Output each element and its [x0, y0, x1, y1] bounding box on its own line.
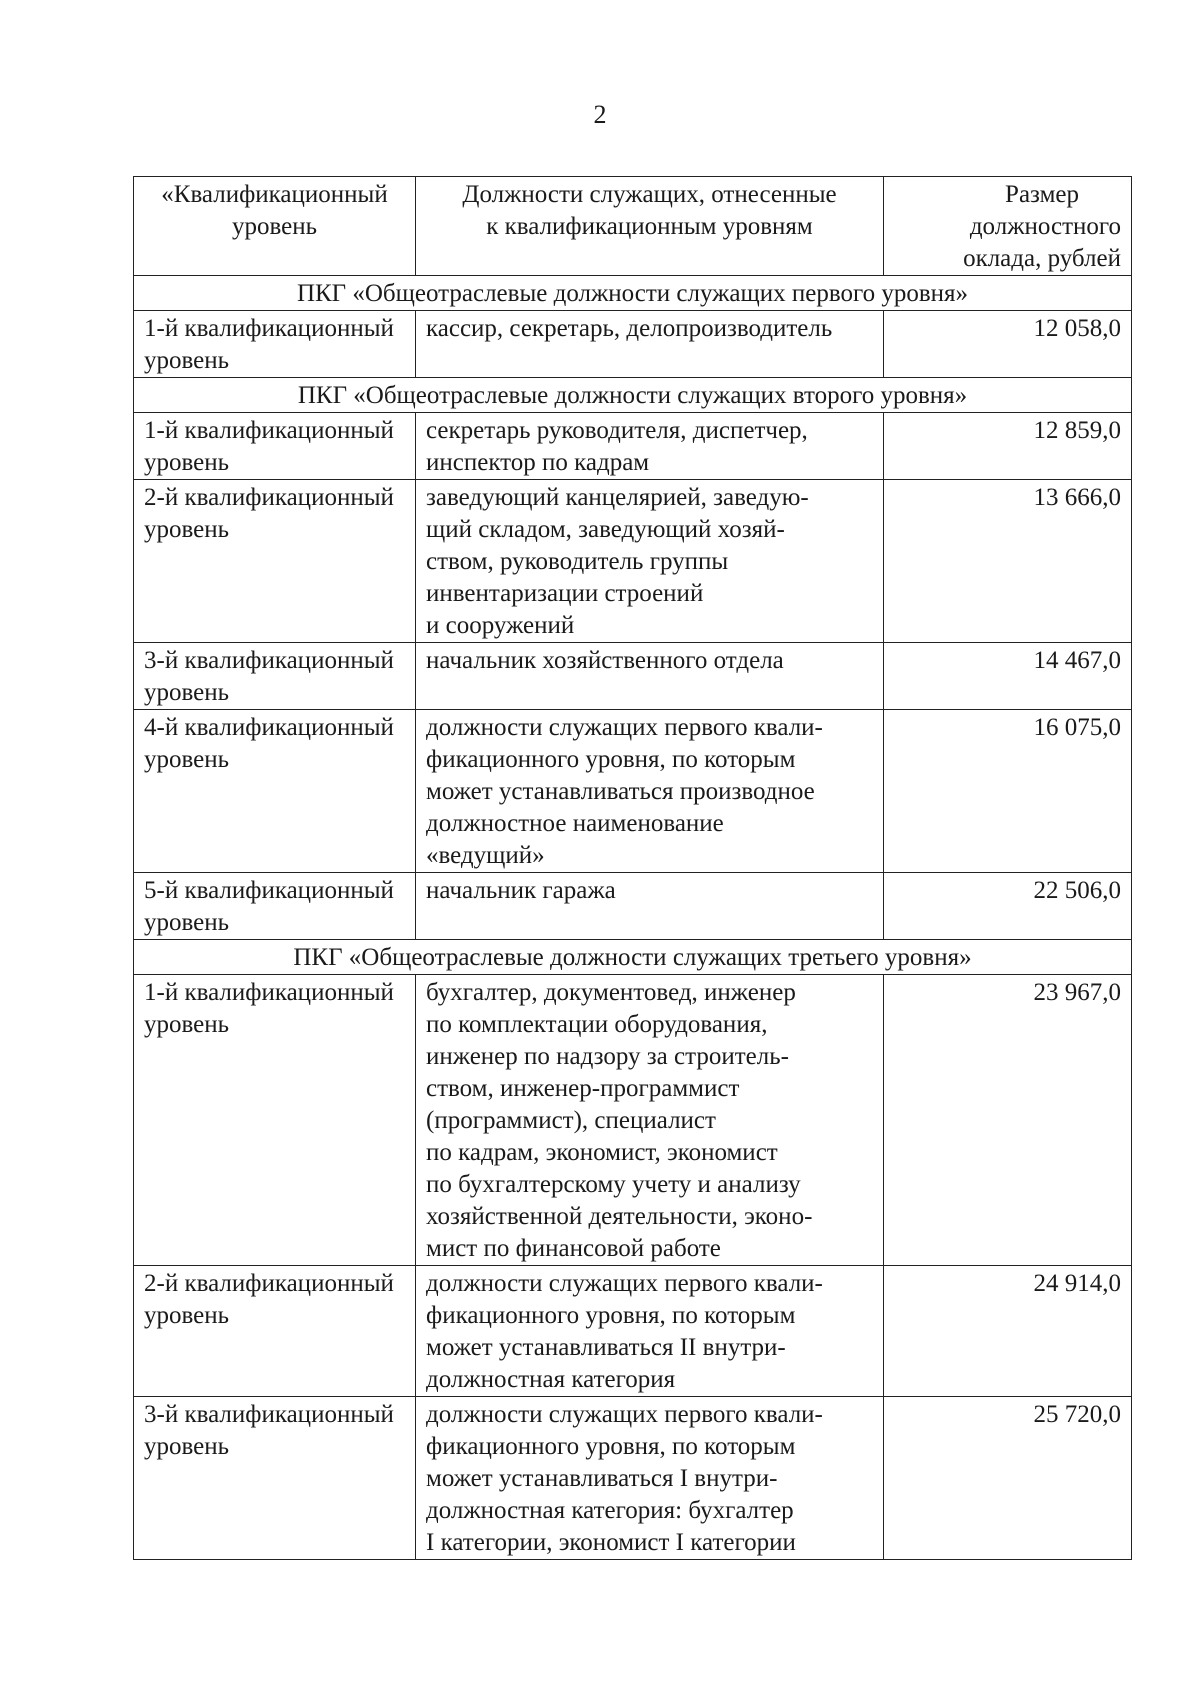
positions-text-line: фикационного уровня, по которым — [426, 746, 796, 773]
positions-cell — [416, 413, 884, 480]
table-row — [134, 643, 1132, 710]
positions-cell — [416, 480, 884, 643]
level-text-line: 4-й квалификационный — [144, 714, 394, 741]
level-cell — [134, 1266, 416, 1397]
level-text-line: 3-й квалификационный — [144, 647, 394, 674]
level-text-line: уровень — [144, 1302, 230, 1329]
positions-cell — [416, 643, 884, 710]
positions-text-line: может устанавливаться производное — [426, 778, 815, 805]
level-cell — [134, 480, 416, 643]
group-title-row — [134, 378, 1132, 413]
table-row — [134, 480, 1132, 643]
positions-text-line: инженер по надзору за строитель- — [426, 1043, 789, 1070]
level-cell — [134, 1397, 416, 1560]
positions-text-line: начальник гаража — [426, 877, 616, 904]
positions-cell — [416, 1397, 884, 1560]
positions-text-line: заведующий канцелярией, заведую- — [426, 484, 809, 511]
positions-text-line: инвентаризации строений — [426, 580, 704, 607]
table-row — [134, 1397, 1132, 1560]
positions-text-line: хозяйственной деятельности, эконо- — [426, 1203, 813, 1230]
salary-cell: 22 506,0 — [884, 873, 1132, 940]
header-positions-line: Должности служащих, отнесенные — [462, 181, 837, 208]
level-text-line: 2-й квалификационный — [144, 484, 394, 511]
positions-text-line: должностная категория: бухгалтер — [426, 1497, 794, 1524]
header-salary-line: Размер — [1005, 181, 1079, 208]
header-salary — [884, 177, 1132, 276]
level-cell — [134, 643, 416, 710]
level-text-line: уровень — [144, 516, 230, 543]
level-text-line: 1-й квалификационный — [144, 315, 394, 342]
positions-cell — [416, 873, 884, 940]
header-positions-line: к квалификационным уровням — [486, 213, 813, 240]
level-cell — [134, 710, 416, 873]
positions-text-line: секретарь руководителя, диспетчер, — [426, 417, 808, 444]
level-text-line: уровень — [144, 347, 230, 374]
positions-text-line: по бухгалтерскому учету и анализу — [426, 1171, 801, 1198]
table-row — [134, 975, 1132, 1266]
group-title-row — [134, 940, 1132, 975]
positions-text-line: инспектор по кадрам — [426, 449, 650, 476]
level-text-line: 3-й квалификационный — [144, 1401, 394, 1428]
positions-text-line: ством, руководитель группы — [426, 548, 729, 575]
header-level-line: «Квалификационный — [161, 181, 388, 208]
table-body — [134, 276, 1132, 1560]
positions-text-line: должности служащих первого квали- — [426, 1270, 823, 1297]
table-header-row — [134, 177, 1132, 276]
positions-text-line: «ведущий» — [426, 842, 545, 869]
positions-text-line: начальник хозяйственного отдела — [426, 647, 784, 674]
level-cell — [134, 311, 416, 378]
salary-table — [133, 176, 1132, 1560]
level-text-line: уровень — [144, 1011, 230, 1038]
positions-text-line: должностная категория — [426, 1366, 676, 1393]
level-cell — [134, 975, 416, 1266]
level-cell — [134, 873, 416, 940]
group-title: ПКГ «Общеотраслевые должности служащих первого уровня» — [134, 276, 1132, 311]
level-text-line: уровень — [144, 679, 230, 706]
positions-cell — [416, 311, 884, 378]
table-row — [134, 710, 1132, 873]
positions-text-line: и сооружений — [426, 612, 575, 639]
group-title: ПКГ «Общеотраслевые должности служащих третьего уровня» — [134, 940, 1132, 975]
positions-text-line: щий складом, заведующий хозяй- — [426, 516, 785, 543]
positions-text-line: может устанавливаться I внутри- — [426, 1465, 778, 1492]
positions-text-line: должности служащих первого квали- — [426, 1401, 823, 1428]
table-row — [134, 413, 1132, 480]
positions-text-line: фикационного уровня, по которым — [426, 1302, 796, 1329]
salary-cell: 23 967,0 — [884, 975, 1132, 1266]
table-row — [134, 1266, 1132, 1397]
positions-cell — [416, 710, 884, 873]
salary-cell: 14 467,0 — [884, 643, 1132, 710]
salary-cell: 12 859,0 — [884, 413, 1132, 480]
salary-cell: 24 914,0 — [884, 1266, 1132, 1397]
table-row — [134, 311, 1132, 378]
positions-text-line: I категории, экономист I категории — [426, 1529, 796, 1556]
level-text-line: 5-й квалификационный — [144, 877, 394, 904]
group-title-row — [134, 276, 1132, 311]
level-text-line: уровень — [144, 909, 230, 936]
positions-text-line: должности служащих первого квали- — [426, 714, 823, 741]
level-text-line: уровень — [144, 1433, 230, 1460]
level-text-line: 2-й квалификационный — [144, 1270, 394, 1297]
salary-cell: 13 666,0 — [884, 480, 1132, 643]
positions-text-line: фикационного уровня, по которым — [426, 1433, 796, 1460]
header-level-line: уровень — [231, 213, 318, 240]
positions-text-line: ством, инженер-программист — [426, 1075, 740, 1102]
positions-text-line: по кадрам, экономист, экономист — [426, 1139, 778, 1166]
salary-cell: 16 075,0 — [884, 710, 1132, 873]
page-number: 2 — [593, 100, 607, 129]
salary-cell: 25 720,0 — [884, 1397, 1132, 1560]
positions-text-line: (программист), специалист — [426, 1107, 716, 1134]
level-cell — [134, 413, 416, 480]
level-text-line: 1-й квалификационный — [144, 417, 394, 444]
level-text-line: уровень — [144, 746, 230, 773]
table-row — [134, 873, 1132, 940]
positions-text-line: мист по финансовой работе — [426, 1235, 721, 1262]
header-positions — [416, 177, 884, 276]
positions-cell — [416, 975, 884, 1266]
positions-text-line: по комплектации оборудования, — [426, 1011, 768, 1038]
positions-text-line: кассир, секретарь, делопроизводитель — [426, 315, 833, 342]
positions-cell — [416, 1266, 884, 1397]
positions-text-line: может устанавливаться II внутри- — [426, 1334, 786, 1361]
level-text-line: 1-й квалификационный — [144, 979, 394, 1006]
header-level — [134, 177, 416, 276]
header-salary-line: должностного — [969, 213, 1121, 240]
header-salary-line: оклада, рублей — [963, 245, 1121, 272]
positions-text-line: бухгалтер, документовед, инженер — [426, 979, 796, 1006]
positions-text-line: должностное наименование — [426, 810, 724, 837]
group-title: ПКГ «Общеотраслевые должности служащих второго уровня» — [134, 378, 1132, 413]
level-text-line: уровень — [144, 449, 230, 476]
salary-cell: 12 058,0 — [884, 311, 1132, 378]
